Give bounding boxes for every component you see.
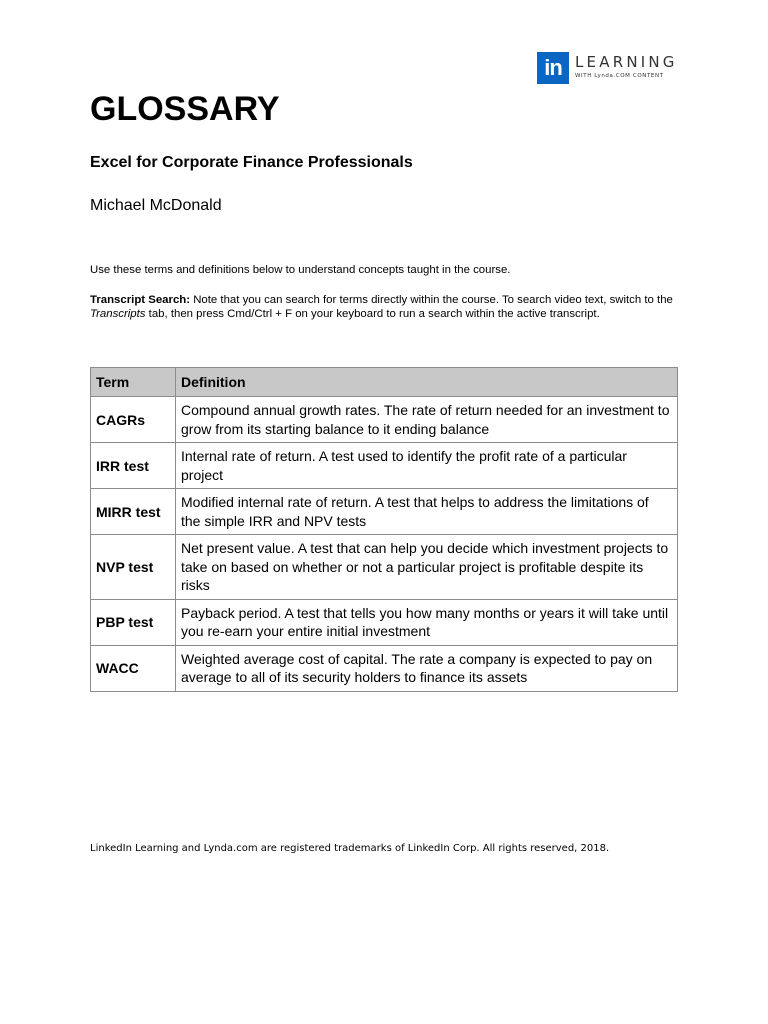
table-header-row [91, 368, 678, 397]
definition-cell: Payback period. A test that tells you how many months or years it will take until you re-earn your entire initial investment [176, 599, 678, 645]
glossary-table [90, 367, 678, 692]
term-cell: NVP test [91, 535, 176, 600]
table-row [91, 489, 678, 535]
definition-cell: Net present value. A test that can help you decide which investment projects to take on based on whether or not a particular project is profitable despite its risks [176, 535, 678, 600]
definition-cell: Modified internal rate of return. A test that helps to address the limitations of the simple IRR and NPV tests [176, 489, 678, 535]
trademark-footer: LinkedIn Learning and Lynda.com are registered trademarks of LinkedIn Corp. All rights reserved, 2018. [90, 843, 610, 854]
column-header-definition: Definition [176, 368, 678, 397]
transcript-text-before: Note that you can search for terms directly within the course. To search video text, switch to the [190, 294, 673, 306]
term-cell: IRR test [91, 443, 176, 489]
definition-cell: Weighted average cost of capital. The rate a company is expected to pay on average to all of its security holders to finance its assets [176, 645, 678, 691]
table-row [91, 645, 678, 691]
transcript-search-label: Transcript Search: [90, 294, 191, 306]
linkedin-learning-logo [537, 52, 677, 84]
term-cell: WACC [91, 645, 176, 691]
logo-subline: WITH Lynda.COM CONTENT [575, 73, 664, 79]
transcripts-tab-name: Transcripts [90, 308, 146, 320]
table-row [91, 397, 678, 443]
term-cell: MIRR test [91, 489, 176, 535]
term-cell: CAGRs [91, 397, 176, 443]
page-title: GLOSSARY [90, 90, 280, 128]
term-cell: PBP test [91, 599, 176, 645]
table-row [91, 599, 678, 645]
column-header-term: Term [91, 368, 176, 397]
intro-text: Use these terms and definitions below to understand concepts taught in the course. [90, 264, 511, 276]
table-row [91, 535, 678, 600]
logo-wordmark: LEARNING [575, 53, 678, 71]
definition-cell: Compound annual growth rates. The rate of return needed for an investment to grow from its starting balance to it ending balance [176, 397, 678, 443]
linkedin-in-icon: in [537, 52, 569, 84]
transcript-text-after: tab, then press Cmd/Ctrl + F on your keyboard to run a search within the active transcript. [145, 308, 600, 320]
table-row [91, 443, 678, 489]
transcript-search-note [90, 293, 680, 321]
author-name: Michael McDonald [90, 197, 222, 214]
definition-cell: Internal rate of return. A test used to identify the profit rate of a particular project [176, 443, 678, 489]
course-title: Excel for Corporate Finance Professionals [90, 154, 413, 171]
